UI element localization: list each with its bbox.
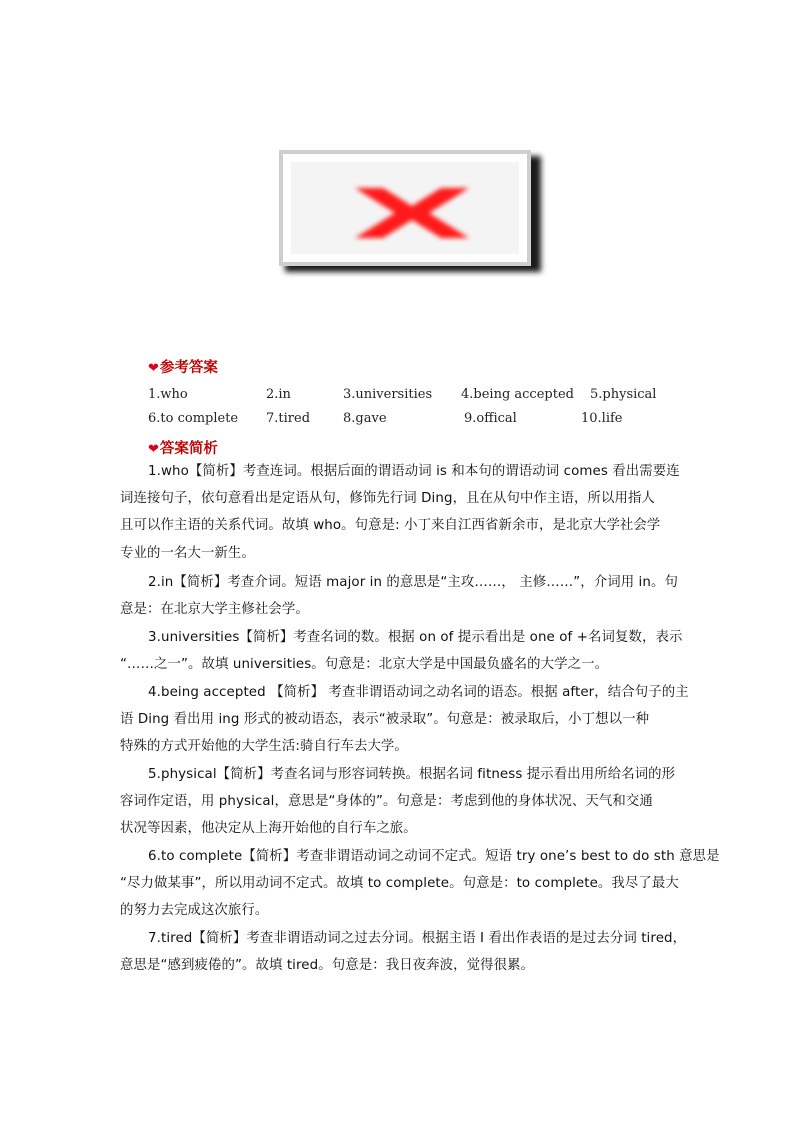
analysis-paragraph-3	[120, 624, 683, 678]
paragraph-line: 意思是“感到疲倦的”。故填 tired。句意是：我日夜奔波，觉得很累。	[120, 958, 535, 974]
paragraph-line: 语 Ding 看出用 ing 形式的被动语态，表示“被录取”。句意是：被录取后，小丁想以一种	[120, 712, 650, 728]
paragraph-line: 3.universities【简析】考查名词的数。根据 on of 提示看出是 one of +名词复数，表示	[148, 630, 683, 645]
paragraph-line: 词连接句子，依句意看出是定语从句，修饰先行词 Ding，且在从句中作主语，所以用指人	[120, 491, 655, 507]
paragraph-line: “……之一”。故填 universities。句意是：北京大学是中国最负盛名的大学之一。	[120, 657, 609, 673]
analysis-paragraph-7	[120, 925, 687, 979]
answer-item-5: 5.physical	[590, 387, 657, 402]
broken-image-placeholder	[279, 150, 545, 276]
paragraph-line: 且可以作主语的关系代词。故填 who。句意是: 小丁来自江西省新余市，是北京大学社会学	[120, 518, 661, 534]
answer-item-2: 2.in	[266, 387, 291, 402]
analysis-heading	[148, 437, 218, 458]
heart-icon: ❤	[148, 442, 159, 457]
answer-item-9: 9.offical	[464, 411, 517, 426]
paragraph-line: 容词作定语，用 physical，意思是“身体的”。句意是：考虑到他的身体状况、天气和交通	[120, 794, 653, 810]
paragraph-line: 2.in【简析】考查介词。短语 major in 的意思是“主攻……， 主修……”，介词用 in。句	[148, 575, 678, 590]
paragraph-line: 状况等因素，他决定从上海开始他的自行车之旅。	[120, 821, 417, 837]
paragraph-line: 7.tired【简析】考查非谓语动词之过去分词。根据主语 I 看出作表语的是过去分词 tired，	[148, 931, 687, 946]
paragraph-line: 1.who【简析】考查连词。根据后面的谓语动词 is 和本句的谓语动词 comes 看出需要连	[148, 464, 680, 479]
paragraph-line: 特殊的方式开始他的大学生活:骑自行车去大学。	[120, 739, 408, 755]
red-x-icon	[349, 184, 475, 242]
answers-heading	[148, 356, 218, 377]
paragraph-line: 的努力去完成这次旅行。	[120, 903, 269, 919]
answer-item-4: 4.being accepted	[461, 387, 574, 402]
analysis-paragraph-4	[120, 679, 689, 761]
answers-heading-text: 参考答案	[159, 360, 218, 376]
paragraph-line: “尽力做某事”，所以用动词不定式。故填 to complete。句意是：to complete。我尽了最大	[120, 876, 679, 892]
answer-item-8: 8.gave	[343, 411, 387, 426]
answer-item-7: 7.tired	[266, 411, 311, 426]
image-frame	[279, 150, 531, 266]
analysis-paragraph-2	[120, 569, 680, 623]
analysis-heading-text: 答案简析	[159, 441, 218, 457]
heart-icon: ❤	[148, 361, 159, 376]
answer-item-1: 1.who	[148, 387, 188, 402]
analysis-paragraph-6	[120, 843, 720, 925]
paragraph-line: 4.being accepted 【简析】 考查非谓语动词之动名词的语态。根据 after，结合句子的主	[148, 685, 689, 700]
paragraph-line: 专业的一名大一新生。	[120, 545, 255, 561]
answer-item-3: 3.universities	[343, 387, 433, 402]
analysis-paragraph-5	[120, 761, 680, 843]
analysis-paragraph-1	[120, 458, 680, 567]
answer-item-6: 6.to complete	[148, 411, 239, 426]
answer-item-10: 10.life	[581, 411, 623, 426]
paragraph-line: 意是：在北京大学主修社会学。	[120, 602, 309, 618]
paragraph-line: 6.to complete【简析】考查非谓语动词之动词不定式。短语 try one’s best to do sth 意思是	[148, 849, 720, 864]
paragraph-line: 5.physical【简析】考查名词与形容词转换。根据名词 fitness 提示看出用所给名词的形	[148, 767, 676, 782]
